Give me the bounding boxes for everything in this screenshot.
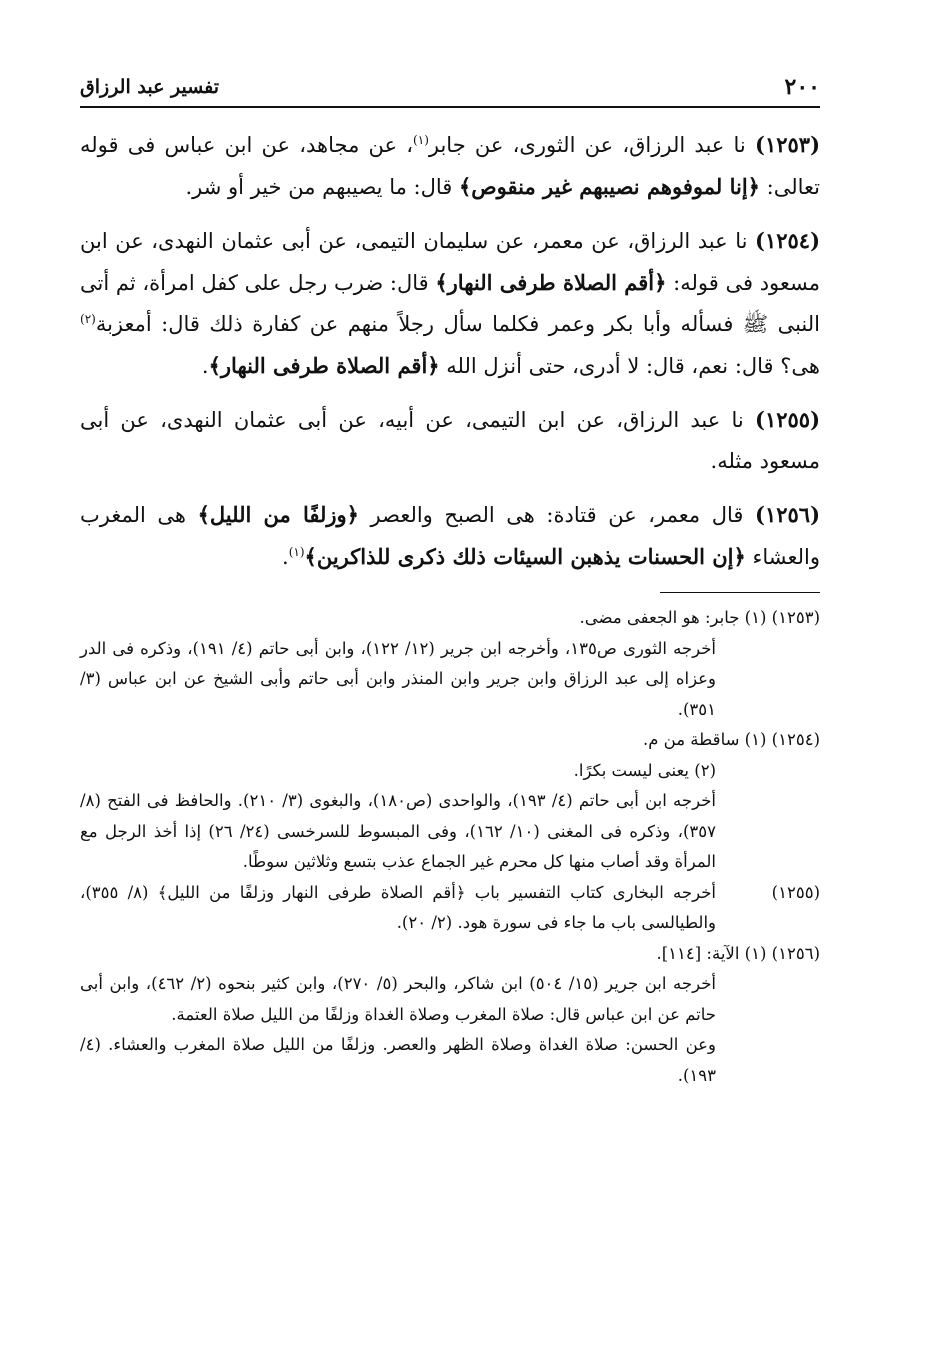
entry-text: نا عبد الرزاق، عن معمر، عن سليمان التيمى، عن أبى عثمان النهدى، عن ابن مسعود فى قوله: [80,229,821,295]
entry-1254 [80,220,820,387]
quran-quote: ﴿أقم الصلاة طرفى النهار﴾ [208,353,440,378]
book-page [80,70,820,1091]
entry-text: قال: ضرب رجل على كفل امرأة، ثم أتى النبى ﷺ فسأله وأبا بكر وعمر فكلما سأل رجلاً منهم عن كفارة ذلك قال: أمعزبة [80,271,820,336]
entry-text: هى المغرب والعشاء [80,503,820,569]
footnote-1254-sub: (٢) يعنى ليست بكرًا. [573,760,716,780]
footnote-ref: (٢) [80,312,96,326]
entry-text: نا عبد الرزاق، عن الثورى، عن جابر [428,133,755,157]
footnote-1256-body: أخرجه ابن جرير (١٥/ ٥٠٤) ابن شاكر، والبحر (٥/ ٢٧٠)، وابن كثير بنحوه (٢/ ٤٦٢)، وابن أبى حاتم عن ابن عباس قال: صلاة المغرب وصلاة الغداة وزلفًا من الليل صلاة العتمة. [80,974,716,1024]
entry-text: هى؟ قال: نعم، قال: لا أدرى، حتى أنزل الله [439,354,820,378]
footnote-1254-body: أخرجه ابن أبى حاتم (٤/ ١٩٣)، والواحدى (ص١٨٠)، والبغوى (٣/ ٢١٠). والحافظ فى الفتح (٨/ ٣٥٧)، وذكره فى المغنى (١٠/ ١٦٢)، وفى المبسوط للسرخسى (٢٤/ ٢٦) إذا أخذ الرجل مع المرأة وقد أصاب منها كل محرم غير الجماع عذب بتسع وثلاثين سوطًا. [80,791,716,871]
footnote-1253-head: (١٢٥٣) (١) جابر: هو الجعفى مضى. [579,608,820,627]
footnote-1255-number: (١٢٥٥) [771,882,820,902]
entry-text: نا عبد الرزاق، عن ابن التيمى، عن أبيه، عن أبى عثمان النهدى، عن أبى مسعود مثله. [80,408,820,473]
entry-number: (١٢٥٦) [755,502,820,527]
footnote-1253-body: أخرجه الثورى ص١٣٥، وأخرجه ابن جرير (١٢/ ١٢٢)، وابن أبى حاتم (٤/ ١٩١)، وذكره فى الدر وعزاه إلى عبد الرزاق وابن جرير وابن المنذر وابن أبى حاتم وأبى الشيخ عن ابن عباس (٣/ ٣٥١). [80,638,716,719]
footnote-ref: (١) [288,545,305,559]
entry-number: (١٢٥٥) [755,407,820,432]
entry-text: قال معمر، عن قتادة: هى الصبح والعصر [358,503,755,527]
footnote-divider [660,592,820,593]
entry-text: ، عن مجاهد، عن ابن عباس فى قوله تعالى: [80,133,820,199]
quran-quote: ﴿وزلفًا من الليل﴾ [197,502,359,527]
footnote-1256-head: (١٢٥٦) (١) الآية: [١١٤]. [656,943,820,963]
footnote-1254-head: (١٢٥٤) (١) ساقطة من م. [642,730,820,749]
footnote-ref: (١) [413,133,429,147]
entry-text: قال: ما يصيبهم من خير أو شر. [185,175,459,199]
entry-1255 [80,399,820,482]
footnote-1255-body: أخرجه البخارى كتاب التفسير باب ﴿أقم الصلاة طرفى النهار وزلفًا من الليل﴾ (٨/ ٣٥٥)، والطيالسى باب ما جاء فى سورة هود. (٢/ ٢٠). [80,882,716,932]
footnote-1256-body-continued: وعن الحسن: صلاة الغداة وصلاة الظهر والعصر. وزلفًا من الليل صلاة المغرب والعشاء. (٤/ ١٩٣). [80,1035,716,1085]
page-number: ٢٠٠ [784,74,820,100]
entry-1256 [80,494,820,578]
footnote-1255 [80,878,820,939]
page-header [80,70,820,108]
main-text [80,124,820,578]
book-title: تفسير عبد الرزاق [80,76,220,98]
quran-quote: ﴿أقم الصلاة طرفى النهار﴾ [435,270,667,295]
entry-number: (١٢٥٤) [755,228,820,253]
footnotes [80,603,820,1091]
quran-quote: ﴿إنا لموفوهم نصيبهم غير منقوص﴾ [458,174,760,199]
entry-1253 [80,124,820,208]
entry-number: (١٢٥٣) [755,132,820,157]
entry-text: . [201,354,209,378]
entry-text: . [282,545,289,569]
quran-quote: ﴿إن الحسنات يذهبن السيئات ذلك ذكرى للذاكرين﴾ [304,544,746,569]
